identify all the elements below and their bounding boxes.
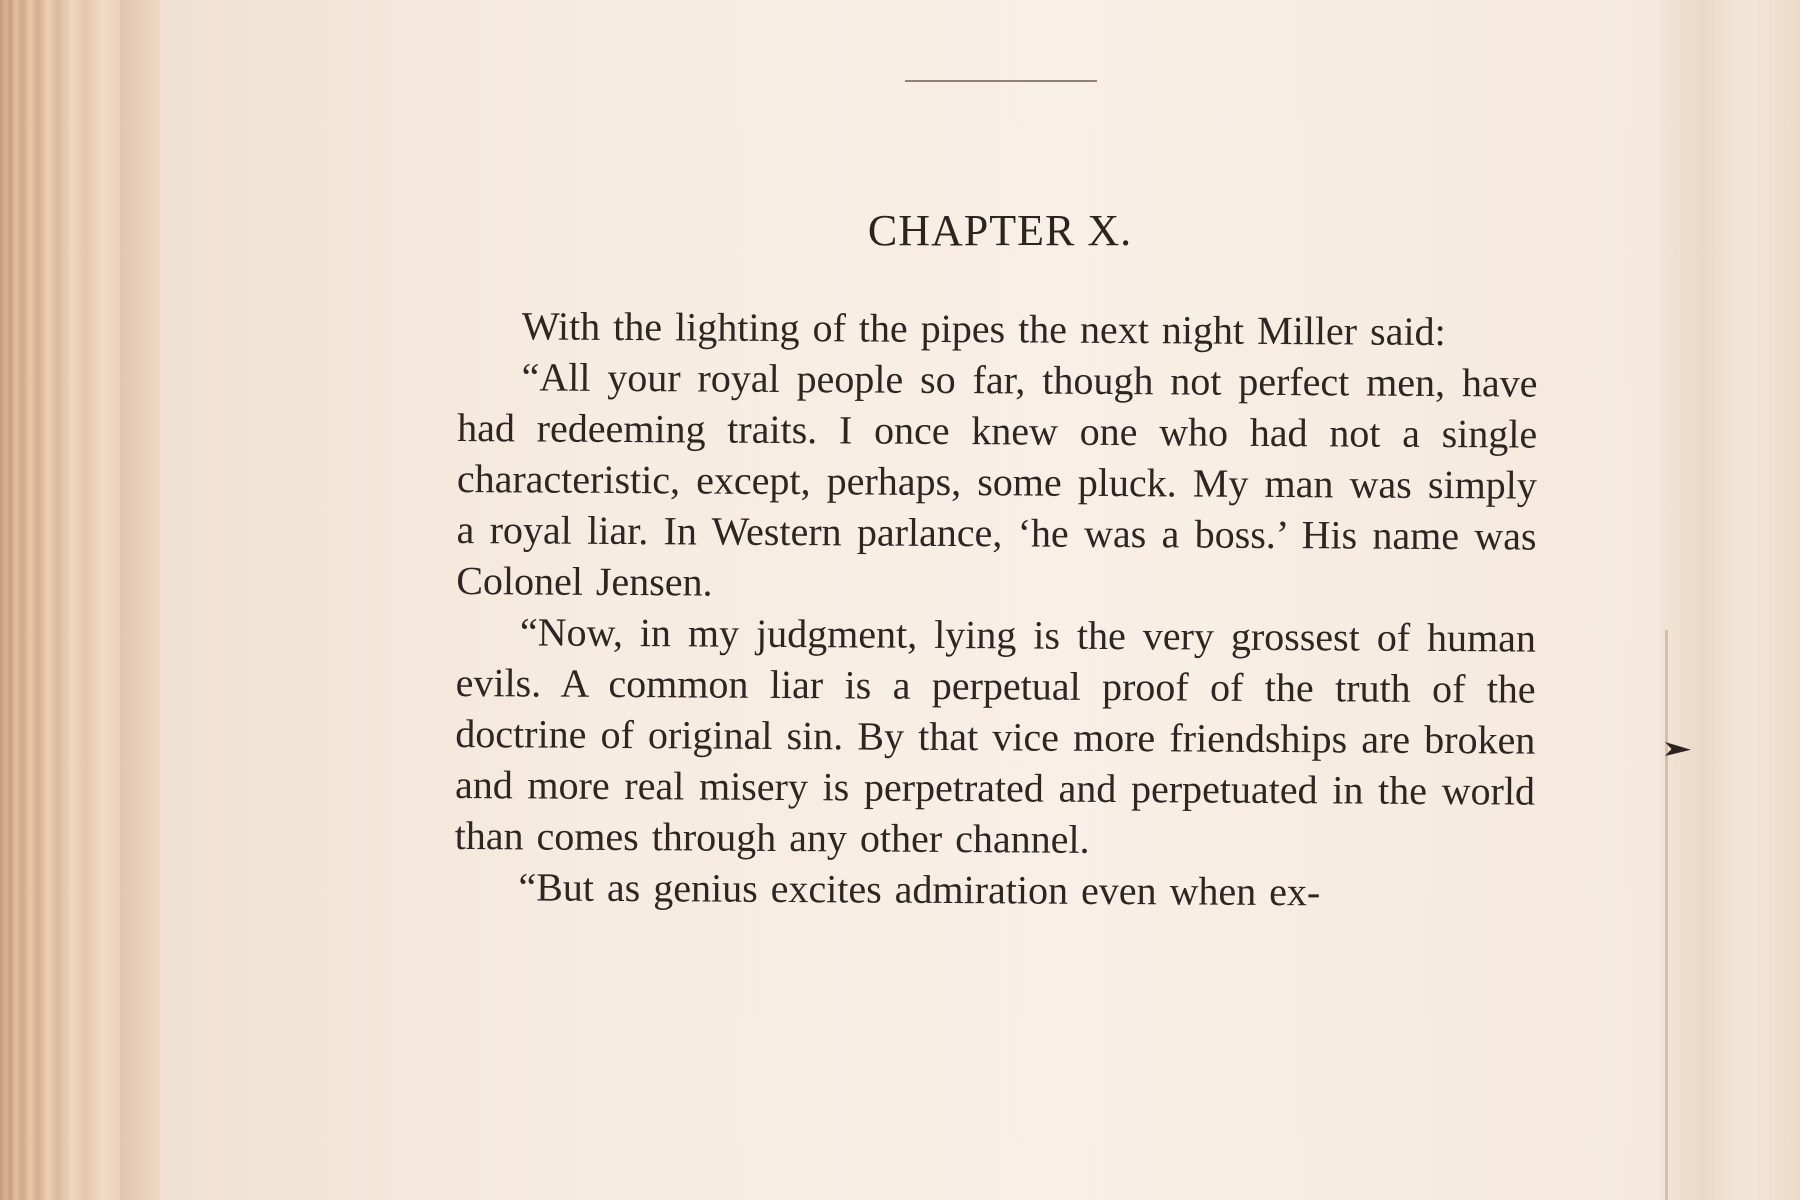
facing-page-edge — [1660, 0, 1800, 1200]
paragraph-3: “Now, in my judgment, lying is the very grossest of human evils. A common liar is a perpetual proof of the truth of the doctrine of original sin. By that vice more friendships are broken and more real misery is perpetrated and perpetuated in the world than comes through any other channel. — [454, 609, 1537, 862]
paragraph-4: “But as genius excites admiration even when ex- — [518, 864, 1321, 915]
header-rule — [905, 80, 1097, 82]
paragraph-1: With the lighting of the pipes the next night Miller said: — [521, 303, 1446, 355]
body-text — [454, 300, 1538, 919]
paragraph-2: “All your royal people so far, though not perfect men, have had redeeming traits. I once knew one who had not a single characteristic, except, perhaps, some pluck. My man was simply a royal liar. In Western parlance, ‘he was a boss.’ His name was Colonel Jensen. — [456, 354, 1538, 605]
page-edge-line — [1665, 630, 1668, 1200]
page-edges — [0, 0, 120, 1200]
chapter-heading: CHAPTER X. — [867, 206, 1133, 255]
